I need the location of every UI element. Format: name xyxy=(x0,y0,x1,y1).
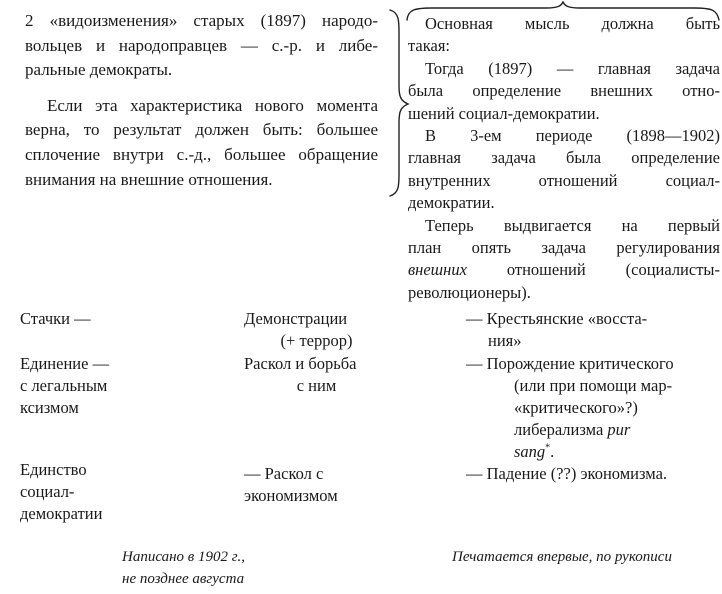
text-line: была определение внешних отно- xyxy=(408,81,720,101)
text-line: план опять задача регулирования xyxy=(408,238,720,258)
text-line xyxy=(408,259,720,281)
text-segment: либерализма xyxy=(514,420,608,439)
left-text-block xyxy=(25,9,378,192)
outline-item-split-economism xyxy=(244,463,389,507)
text-line: такая: xyxy=(408,36,450,56)
outline-item-fall-economism xyxy=(466,463,722,485)
text-segment: . xyxy=(550,442,555,461)
outline-item-unity-legal xyxy=(20,353,235,419)
text-line: (+ террор) xyxy=(280,331,353,350)
text-segment: отношений (социалисты- xyxy=(466,260,720,280)
text-line xyxy=(466,419,722,441)
outline-item-strikes xyxy=(20,308,235,330)
text-line: Написано в 1902 г., xyxy=(122,549,245,565)
outline-column-2 xyxy=(244,308,389,507)
text-line: с легальным xyxy=(20,376,108,395)
foreign-phrase: pur xyxy=(607,420,631,439)
text-line: Демонстрации xyxy=(244,309,348,328)
text-line: Стачки — xyxy=(20,309,91,328)
text-line: внутренних отношений социал- xyxy=(408,170,720,190)
paragraph-main-idea xyxy=(408,13,720,58)
paragraph-third-period xyxy=(408,125,720,215)
text-line: внимания на внешние отношения. xyxy=(25,169,273,189)
text-line: Основная мысль должна быть xyxy=(425,14,720,33)
closing-brace-icon xyxy=(386,8,410,198)
text-line: Раскол и борьба xyxy=(244,354,357,373)
text-line: «критического»?) xyxy=(514,398,638,417)
footer-note-published: Печатается впервые, по рукописи xyxy=(452,549,672,565)
outline-column-3 xyxy=(466,308,722,485)
text-line: 2 «видоизменения» старых (1897) народо- xyxy=(25,11,378,30)
text-line: сплочение внутри с.-д., большее обращение xyxy=(25,144,378,164)
text-line: шений социал-демократии. xyxy=(408,103,600,123)
footer-note-written xyxy=(122,546,245,590)
outline-item-unity-sd xyxy=(20,459,235,525)
text-line: социал- xyxy=(20,482,75,501)
outline-column-1 xyxy=(20,308,235,525)
text-line: (или при помощи мар- xyxy=(514,376,673,395)
text-line: — Раскол с xyxy=(244,464,324,483)
paragraph-now xyxy=(408,215,720,305)
paragraph-modifications xyxy=(25,9,378,83)
text-line: Если эта характеристика нового момента xyxy=(47,95,378,115)
outline-item-demonstrations xyxy=(244,308,389,352)
paragraph-conclusion xyxy=(25,94,378,192)
text-line: демократии xyxy=(20,504,103,523)
text-line: Тогда (1897) — главная задача xyxy=(425,58,720,78)
text-line: — Порождение критического xyxy=(466,354,674,373)
text-line: экономизмом xyxy=(244,486,338,505)
text-line: вольцев и народоправцев — с.-р. и либе- xyxy=(25,35,378,55)
text-line: Теперь выдвигается на первый xyxy=(425,215,720,235)
text-line: ральные демократы. xyxy=(25,60,173,80)
foreign-phrase: sang xyxy=(514,442,546,461)
footnote-marker: * xyxy=(545,442,551,454)
text-line: Единение — xyxy=(20,354,110,373)
text-line: ния» xyxy=(488,331,522,350)
text-line: — Падение (??) экономизма. xyxy=(466,464,668,483)
text-line: не позднее августа xyxy=(122,571,245,587)
text-line: В 3-ем периоде (1898—1902) xyxy=(425,126,720,146)
text-line: Единство xyxy=(20,460,87,479)
outline-item-peasant-revolts xyxy=(466,308,722,352)
text-line: ксизмом xyxy=(20,398,79,417)
text-line: главная задача была определение xyxy=(408,148,720,168)
emphasis-word: внешних xyxy=(408,260,467,280)
right-text-block xyxy=(408,13,720,304)
text-line: — Крестьянские «восста- xyxy=(466,309,648,328)
text-line: демократии. xyxy=(408,193,495,213)
outline-item-split-struggle xyxy=(244,353,389,397)
paragraph-1897 xyxy=(408,58,720,125)
text-line xyxy=(466,441,722,463)
text-line: с ним xyxy=(296,376,337,395)
outline-item-critical-liberalism xyxy=(466,353,722,463)
text-line: верна, то результат должен быть: большее xyxy=(25,120,378,140)
text-line: революционеры). xyxy=(408,282,531,302)
